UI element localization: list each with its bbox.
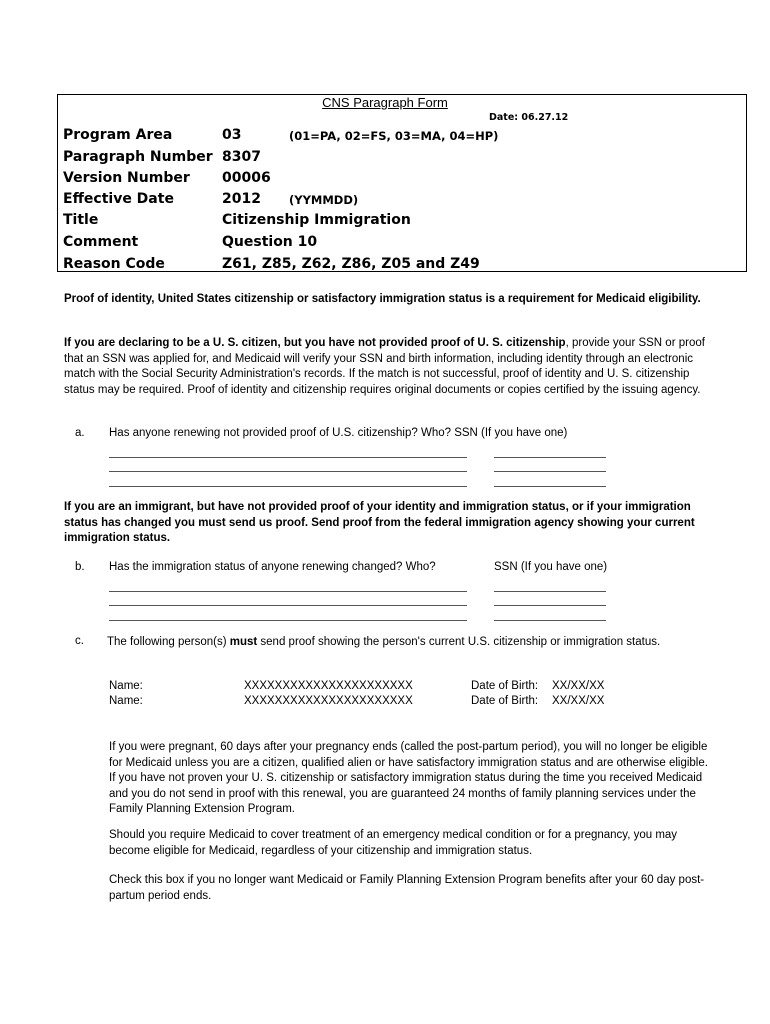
field-value: Citizenship Immigration bbox=[222, 212, 411, 228]
field-value: 8307 bbox=[222, 149, 261, 165]
question-a-marker: a. bbox=[75, 427, 85, 439]
question-b-text: Has the immigration status of anyone renewing changed? Who? bbox=[109, 561, 436, 573]
field-label: Program Area bbox=[63, 127, 173, 143]
field-value: 2012 bbox=[222, 191, 261, 207]
immigrant-paragraph: If you are an immigrant, but have not provided proof of your identity and immigration status, or if your immigration status has changed you must send us proof. Send proof from the federal immigration agency showing your current immigration status. bbox=[64, 501, 695, 544]
intro-paragraph: Proof of identity, United States citizenship or satisfactory immigration status is a requirement for Medicaid eligibility. bbox=[64, 293, 701, 305]
question-b-ssn-label: SSN (If you have one) bbox=[494, 561, 608, 573]
person-name-label: Name: bbox=[109, 680, 143, 692]
citizen-text: , provide your SSN or proof that an SSN was applied for, and Medicaid will verify your SSN and birth information, including identity through an electronic match with the Social Security Administration's records. If the match is not successful, proof of identity and U. S. citizenship status may be required. Proof of identity and citizenship requires original documents or copies certified by the issuing agency. bbox=[64, 337, 705, 396]
who-line[interactable] bbox=[109, 591, 467, 592]
field-value: 00006 bbox=[222, 170, 271, 186]
field-note: (YYMMDD) bbox=[289, 193, 359, 207]
field-label: Reason Code bbox=[63, 256, 165, 272]
who-line[interactable] bbox=[109, 620, 467, 621]
ssn-line[interactable] bbox=[494, 471, 606, 472]
question-c-marker: c. bbox=[75, 635, 84, 647]
person-dob-label: Date of Birth: bbox=[471, 695, 539, 707]
question-c-text-bold: must bbox=[229, 636, 258, 648]
person-dob-label: Date of Birth: bbox=[471, 680, 539, 692]
emergency-paragraph: Should you require Medicaid to cover treatment of an emergency medical condition or for a pregnancy, you may become eligible for Medicaid, regardless of your citizenship and immigration status. bbox=[109, 829, 678, 857]
field-label: Title bbox=[63, 212, 99, 228]
field-value: Question 10 bbox=[222, 234, 318, 250]
ssn-line[interactable] bbox=[494, 457, 606, 458]
person-name-label: Name: bbox=[109, 695, 143, 707]
ssn-line[interactable] bbox=[494, 605, 606, 606]
question-c-text-before: The following person(s) bbox=[107, 636, 230, 648]
citizen-lead: If you are declaring to be a U. S. citizen, but you have not provided proof of U. S. citizenship bbox=[64, 337, 566, 349]
person-dob-value: XX/XX/XX bbox=[552, 695, 605, 707]
field-value: 03 bbox=[222, 127, 242, 143]
field-label: Paragraph Number bbox=[63, 149, 213, 165]
checkbox-paragraph: Check this box if you no longer want Medicaid or Family Planning Extension Program benefits after your 60 day post-partum period ends. bbox=[109, 874, 705, 902]
question-c-text-after: send proof showing the person's current U.S. citizenship or immigration status. bbox=[257, 636, 661, 648]
field-label: Comment bbox=[63, 234, 139, 250]
who-line[interactable] bbox=[109, 605, 467, 606]
field-label: Effective Date bbox=[63, 191, 174, 207]
field-label: Version Number bbox=[63, 170, 190, 186]
question-a-text: Has anyone renewing not provided proof of U.S. citizenship? Who? SSN (If you have one) bbox=[109, 427, 568, 439]
question-b-marker: b. bbox=[75, 561, 85, 573]
ssn-line[interactable] bbox=[494, 620, 606, 621]
citizen-paragraph bbox=[64, 336, 716, 398]
person-name-value: XXXXXXXXXXXXXXXXXXXXXX bbox=[244, 680, 413, 692]
field-note: (01=PA, 02=FS, 03=MA, 04=HP) bbox=[289, 129, 499, 143]
person-name-value: XXXXXXXXXXXXXXXXXXXXXX bbox=[244, 695, 413, 707]
question-c-text bbox=[107, 635, 679, 651]
who-line[interactable] bbox=[109, 486, 467, 487]
ssn-line[interactable] bbox=[494, 591, 606, 592]
form-title: CNS Paragraph Form bbox=[322, 95, 448, 110]
form-date: Date: 06.27.12 bbox=[489, 112, 569, 123]
who-line[interactable] bbox=[109, 457, 467, 458]
ssn-line[interactable] bbox=[494, 486, 606, 487]
pregnancy-paragraph: If you were pregnant, 60 days after your pregnancy ends (called the post-partum period), you will no longer be eligible for Medicaid unless you are a citizen, qualified alien or have satisfactory immigration status and are otherwise eligible. If you have not proven your U. S. citizenship or satisfactory immigration status during the time you received Medicaid and you do not send in proof with this renewal, you are guaranteed 24 months of family planning services under the Family Planning Extension Program. bbox=[109, 741, 708, 815]
who-line[interactable] bbox=[109, 471, 467, 472]
person-dob-value: XX/XX/XX bbox=[552, 680, 605, 692]
field-value: Z61, Z85, Z62, Z86, Z05 and Z49 bbox=[222, 256, 480, 272]
